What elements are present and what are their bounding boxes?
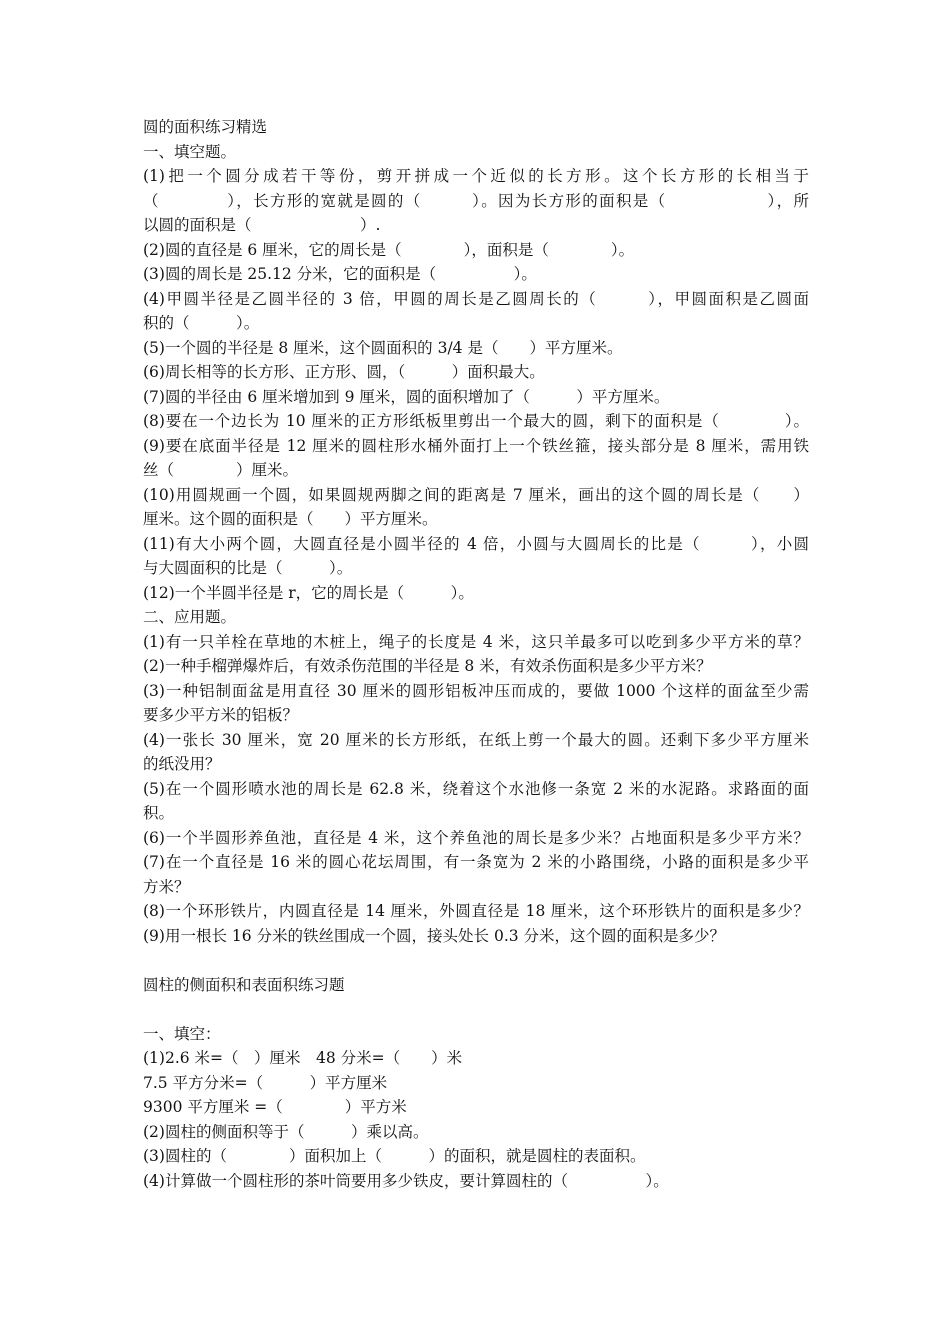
question-line: 与大圆面积的比是（ ）。 bbox=[143, 559, 353, 577]
question-line: 的纸没用？ bbox=[143, 755, 221, 773]
question-line: 丝（ ）厘米。 bbox=[143, 461, 299, 479]
question-line: 以圆的面积是（ ）. bbox=[143, 216, 381, 234]
question-line: (5)一个圆的半径是 8 厘米，这个圆面积的 3/4 是（ ）平方厘米。 bbox=[143, 338, 623, 357]
question-line: (6)一个半圆形养鱼池，直径是 4 米，这个养鱼池的周长是多少米？占地面积是多少平方米？ bbox=[143, 828, 809, 847]
question-line: (2)一种手榴弹爆炸后，有效杀伤范围的半径是 8 米，有效杀伤面积是多少平方米？ bbox=[143, 657, 712, 675]
question-line: (4)计算做一个圆柱形的茶叶筒要用多少铁皮，要计算圆柱的（ ）。 bbox=[143, 1171, 669, 1190]
question-line: (1)有一只羊栓在草地的木桩上，绳子的长度是 4 米，这只羊最多可以吃到多少平方米的草？ bbox=[143, 632, 809, 651]
question-line: (1)2.6 米=（ ）厘米 48 分米=（ ）米 bbox=[143, 1049, 463, 1067]
question-line: (5)在一个圆形喷水池的周长是 62.8 米，绕着这个水池修一条宽 2 米的水泥路。求路面的面 bbox=[143, 779, 809, 798]
document-content bbox=[143, 115, 809, 1193]
question-line: （ ），长方形的宽就是圆的（ ）。因为长方形的面积是（ ），所 bbox=[143, 191, 809, 210]
question-line: (12)一个半圆半径是 r，它的周长是（ ）。 bbox=[143, 583, 474, 602]
question-line: (3)圆的周长是 25.12 分米，它的面积是（ ）。 bbox=[143, 265, 537, 283]
question-line: (2)圆的直径是 6 厘米，它的周长是（ ），面积是（ ）。 bbox=[143, 240, 635, 259]
question-line: (8)要在一个边长为 10 厘米的正方形纸板里剪出一个最大的圆，剩下的面积是（ ）。 bbox=[143, 412, 809, 430]
question-line: 7.5 平方分米=（ ）平方厘米 bbox=[143, 1073, 388, 1092]
question-line: (7)在一个直径是 16 米的圆心花坛周围，有一条宽为 2 米的小路围绕，小路的面积是多少平 bbox=[143, 853, 809, 871]
question-line: (10)用圆规画一个圆，如果圆规两脚之间的距离是 7 厘米，画出的这个圆的周长是（ ） bbox=[143, 485, 809, 504]
section-heading: 一、填空： bbox=[143, 1024, 221, 1043]
question-line: 方米？ bbox=[143, 877, 190, 896]
question-line: 9300 平方厘米 =（ ）平方米 bbox=[143, 1098, 407, 1116]
question-line: (4)一张长 30 厘米，宽 20 厘米的长方形纸，在纸上剪一个最大的圆。还剩下多少平方厘米 bbox=[143, 730, 809, 749]
question-line: (3)圆柱的（ ）面积加上（ ）的面积，就是圆柱的表面积。 bbox=[143, 1147, 646, 1165]
spacer bbox=[143, 997, 809, 1022]
question-line: (11)有大小两个圆，大圆直径是小圆半径的 4 倍，小圆与大圆周长的比是（ ），小圆 bbox=[143, 534, 809, 553]
question-line: (9)用一根长 16 分米的铁丝围成一个圆，接头处长 0.3 分米，这个圆的面积是多少？ bbox=[143, 926, 726, 945]
section-title: 圆柱的侧面积和表面积练习题 bbox=[143, 975, 345, 994]
spacer bbox=[143, 948, 809, 973]
section-heading: 一、填空题。 bbox=[143, 142, 237, 161]
question-line: (8)一个环形铁片，内圆直径是 14 厘米，外圆直径是 18 厘米，这个环形铁片的面积是多少？ bbox=[143, 902, 809, 920]
question-line: (2)圆柱的侧面积等于（ ）乘以高。 bbox=[143, 1122, 429, 1141]
question-line: (3)一种铝制面盆是用直径 30 厘米的圆形铝板冲压而成的，要做 1000 个这样的面盆至少需 bbox=[143, 681, 809, 700]
question-line: (1)把一个圆分成若干等份，剪开拼成一个近似的长方形。这个长方形的长相当于 bbox=[143, 167, 809, 185]
question-line: 积的（ ）。 bbox=[143, 314, 260, 332]
question-line: (4)甲圆半径是乙圆半径的 3 倍，甲圆的周长是乙圆周长的（ ），甲圆面积是乙圆面 bbox=[143, 289, 809, 308]
question-line: 要多少平方米的铝板？ bbox=[143, 706, 299, 724]
section-title: 圆的面积练习精选 bbox=[143, 118, 268, 136]
section-heading: 二、应用题。 bbox=[143, 608, 237, 626]
question-line: (9)要在底面半径是 12 厘米的圆柱形水桶外面打上一个铁丝箍，接头部分是 8 厘米，需用铁 bbox=[143, 436, 809, 455]
question-line: 积。 bbox=[143, 804, 175, 822]
question-line: (7)圆的半径由 6 厘米增加到 9 厘米，圆的面积增加了（ ）平方厘米。 bbox=[143, 387, 670, 406]
question-line: 厘米。这个圆的面积是（ ）平方厘米。 bbox=[143, 510, 438, 528]
question-line: (6)周长相等的长方形、正方形、圆，（ ）面积最大。 bbox=[143, 363, 545, 381]
